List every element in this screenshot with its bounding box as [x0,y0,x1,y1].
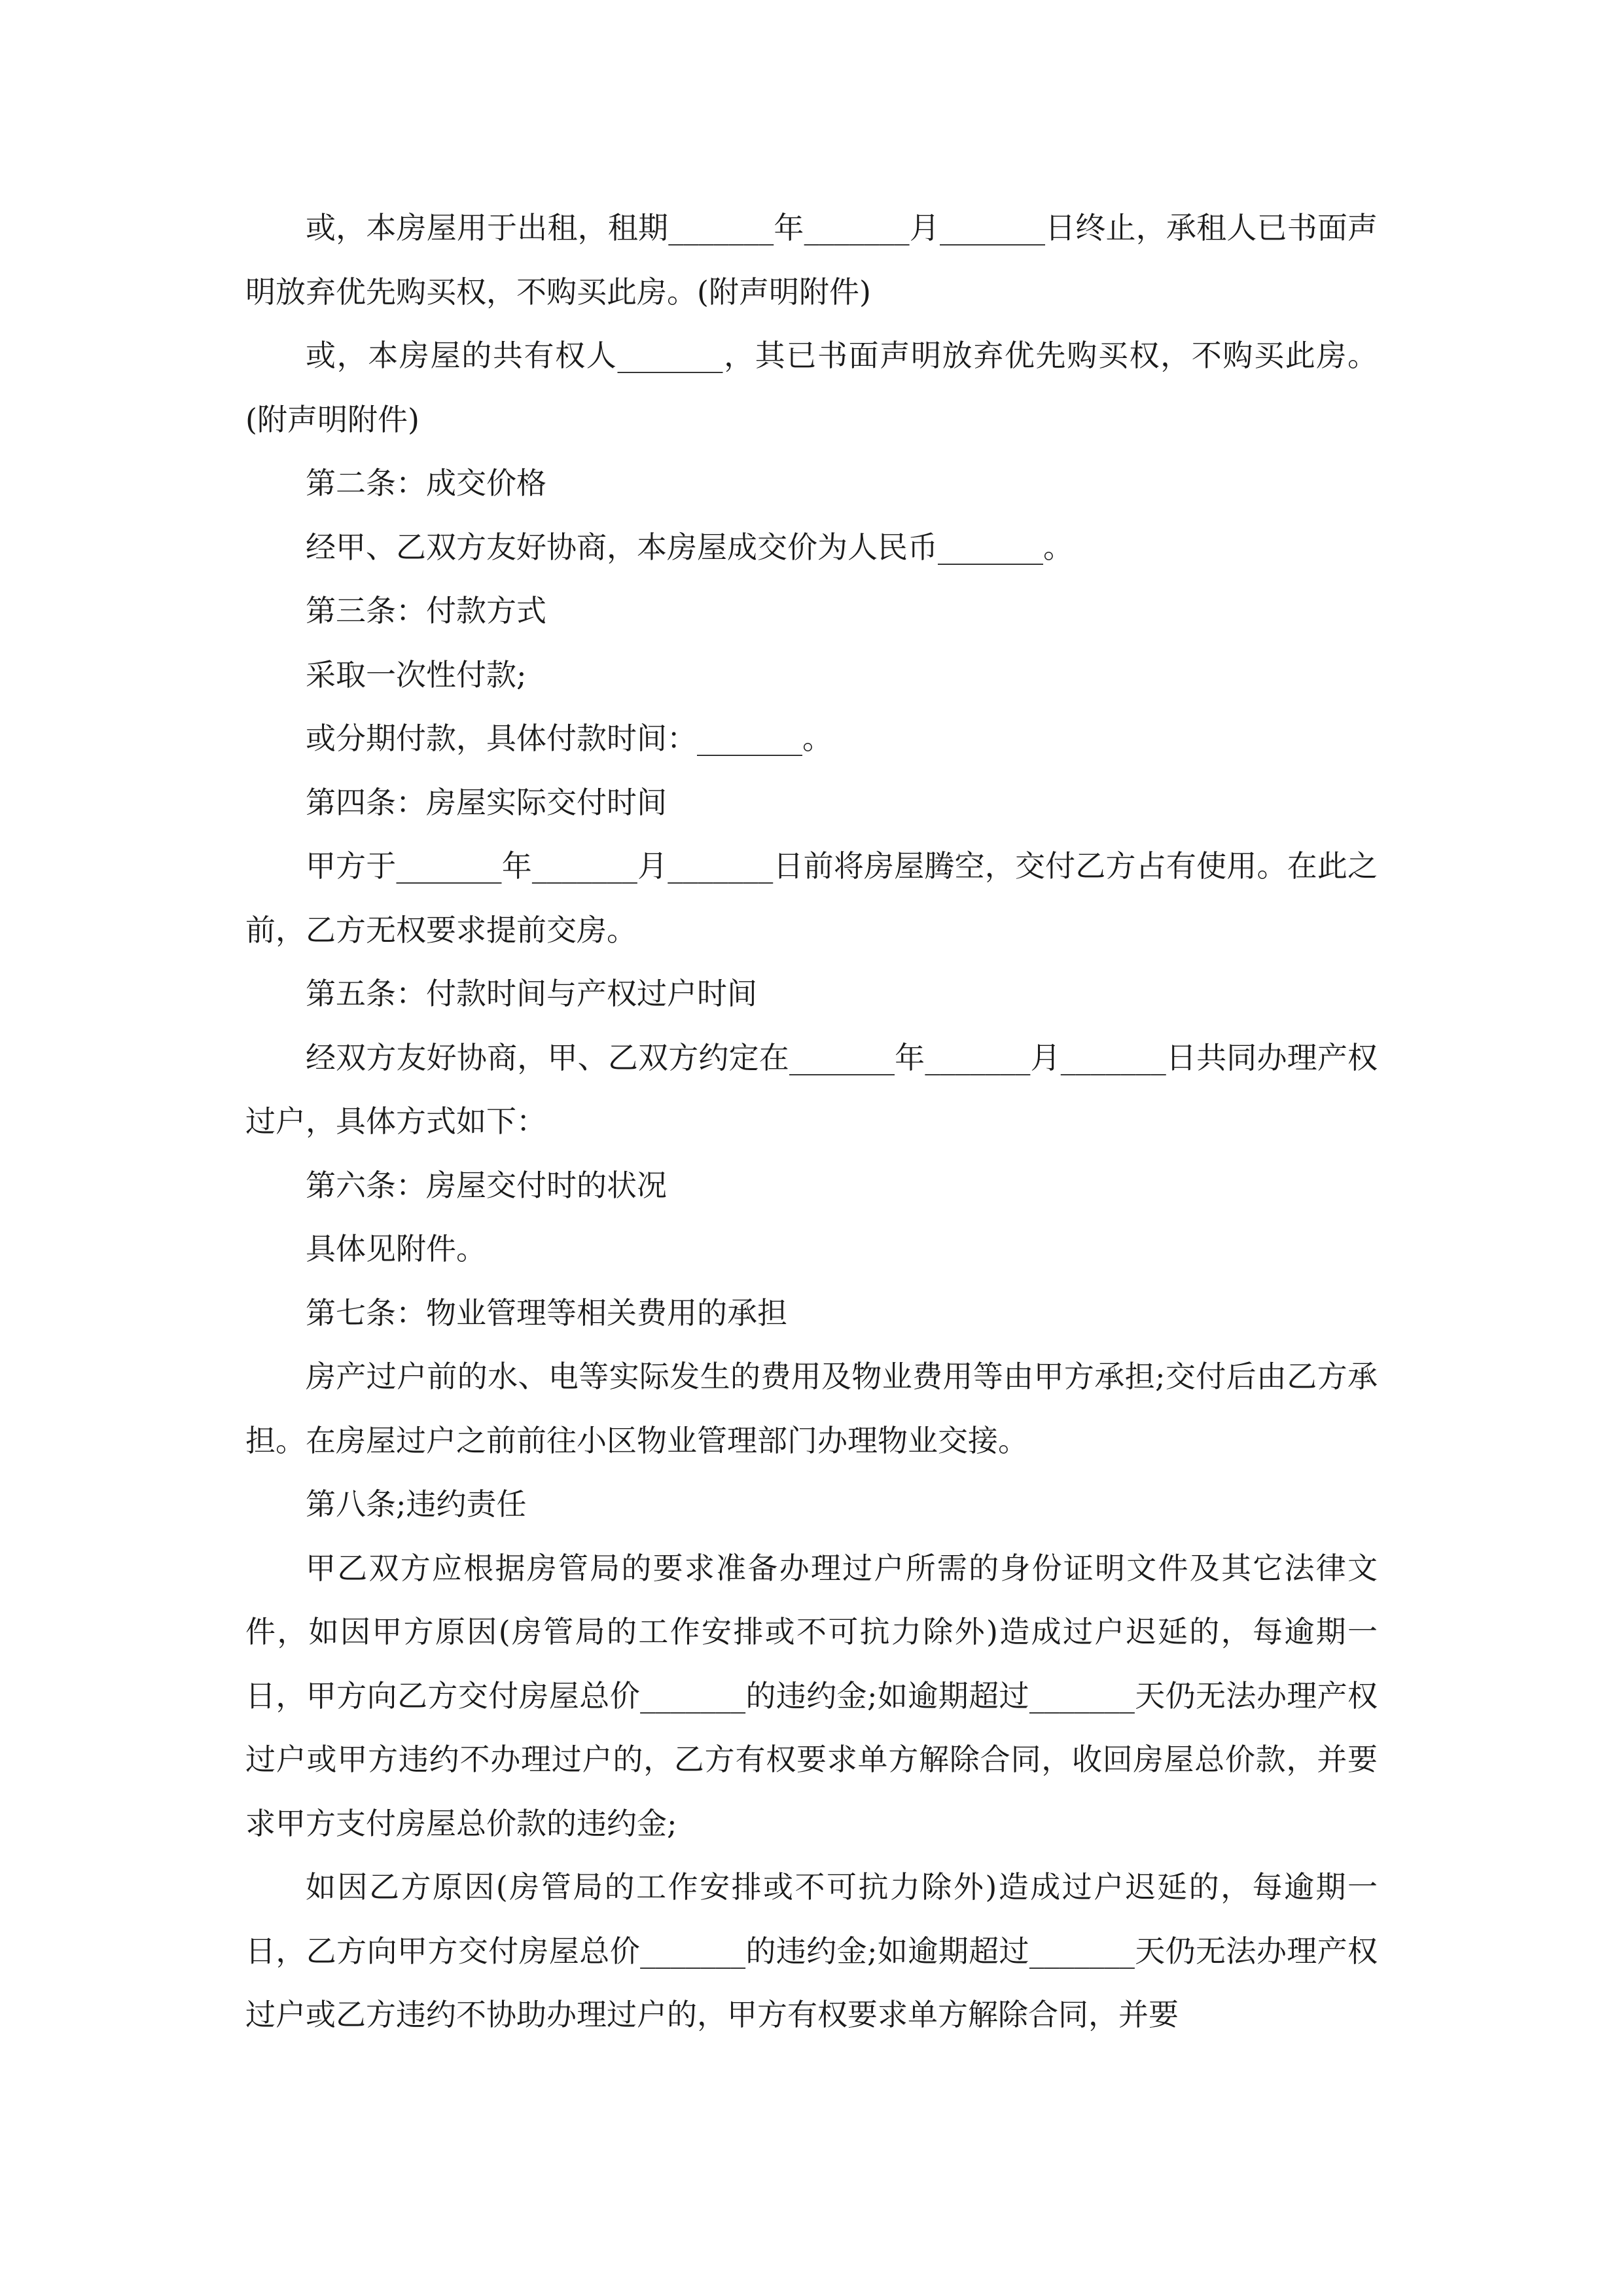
paragraph-delivery-date: 甲方于_______年_______月_______日前将房屋腾空，交付乙方占有使用。在此之前，乙方无权要求提前交房。 [245,848,1378,948]
article-3-heading: 第三条：付款方式 [306,593,546,628]
article-4-heading: 第四条：房屋实际交付时间 [306,784,667,820]
article-5-heading: 第五条：付款时间与产权过户时间 [306,976,757,1011]
paragraph-transfer-date: 经双方友好协商，甲、乙双方约定在_______年_______月_______日共同办理产权过户，具体方式如下： [245,1039,1378,1139]
paragraph-lump-sum: 采取一次性付款; [306,656,527,692]
contract-body [245,196,1378,2047]
paragraph-condition: 具体见附件。 [306,1231,486,1266]
paragraph-installments: 或分期付款，具体付款时间：_______。 [306,721,832,756]
article-7-heading: 第七条：物业管理等相关费用的承担 [306,1295,787,1331]
paragraph-fees: 房产过户前的水、电等实际发生的费用及物业费用等由甲方承担;交付后由乙方承担。在房屋过户之前前往小区物业管理部门办理物业交接。 [245,1359,1378,1458]
paragraph-price: 经甲、乙双方友好协商，本房屋成交价为人民币_______。 [306,529,1073,565]
paragraph-co-owner: 或，本房屋的共有权人_______，其已书面声明放弃优先购买权，不购买此房。(附声明附件) [245,338,1378,437]
article-6-heading: 第六条：房屋交付时的状况 [306,1167,667,1203]
article-2-heading: 第二条：成交价格 [306,465,546,501]
article-8-heading: 第八条;违约责任 [306,1486,527,1522]
paragraph-seller-liability: 甲乙双方应根据房管局的要求准备办理过户所需的身份证明文件及其它法律文件，如因甲方原因(房管局的工作安排或不可抗力除外)造成过户迟延的，每逾期一日，甲方向乙方交付房屋总价_______的违约金;如逾期超过_______天仍无法办理产权过户或甲方违约不办理过户的，乙方有权要求单方解除合同，收回房屋总价款，并要求甲方支付房屋总价款的违约金; [245,1550,1378,1841]
paragraph-lease-term: 或，本房屋用于出租，租期_______年_______月_______日终止，承租人已书面声明放弃优先购买权，不购买此房。(附声明附件) [245,210,1378,310]
paragraph-buyer-liability: 如因乙方原因(房管局的工作安排或不可抗力除外)造成过户迟延的，每逾期一日，乙方向甲方交付房屋总价_______的违约金;如逾期超过_______天仍无法办理产权过户或乙方违约不协助办理过户的，甲方有权要求单方解除合同，并要 [245,1869,1378,2032]
